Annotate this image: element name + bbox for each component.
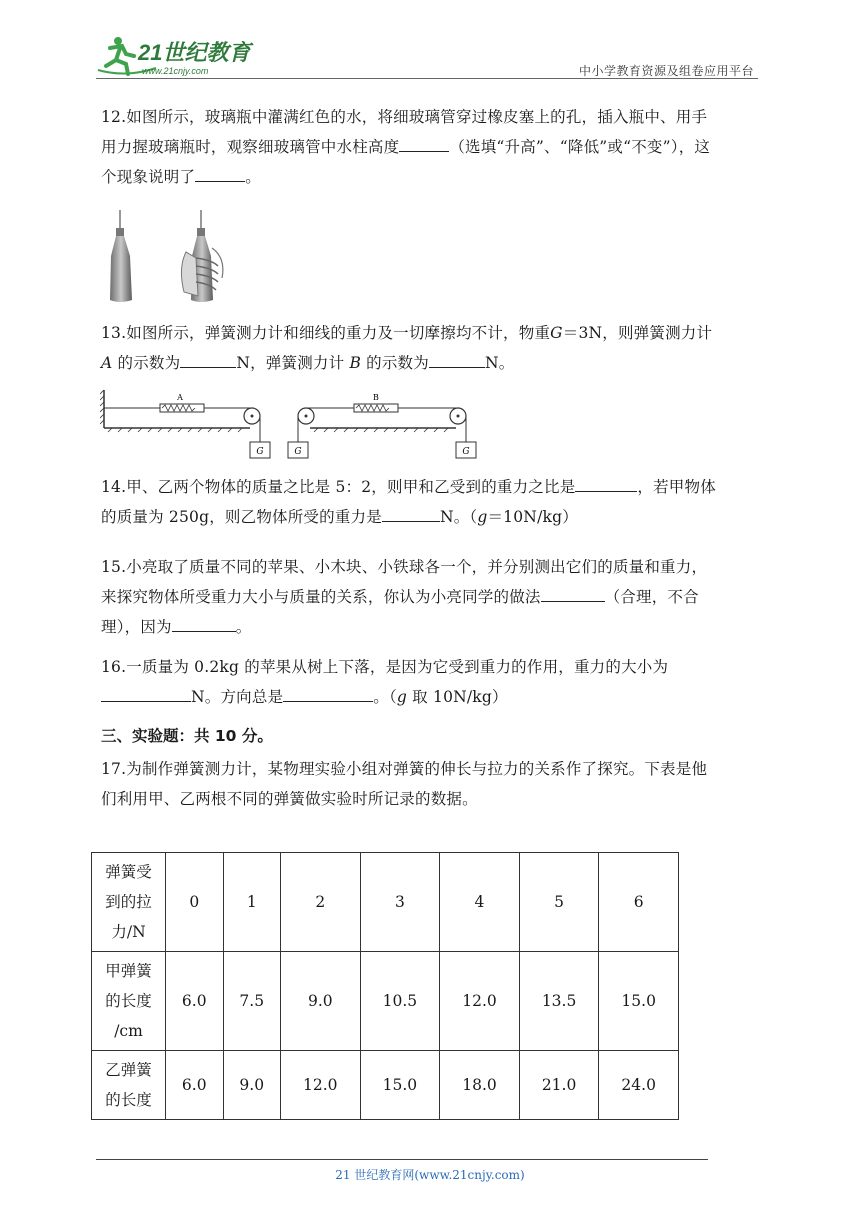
svg-text:B: B bbox=[373, 393, 379, 402]
footer-divider bbox=[96, 1159, 708, 1160]
table-cell: 9.0 bbox=[223, 1051, 281, 1120]
q15-line-2: 来探究物体所受重力大小与质量的关系，你认为小亮同学的做法 （合理，不合 bbox=[101, 582, 761, 612]
site-logo bbox=[96, 34, 266, 78]
q16-line-2: N。方向总是 。（g 取 10N/kg） bbox=[101, 682, 761, 712]
svg-text:G: G bbox=[462, 447, 470, 457]
row-header: 甲弹簧 的长度 /cm bbox=[92, 952, 166, 1051]
answer-blank[interactable] bbox=[382, 504, 440, 522]
table-cell: 3 bbox=[360, 853, 440, 952]
page-header bbox=[96, 32, 758, 80]
table-cell: 9.0 bbox=[281, 952, 361, 1051]
q14-line-1: 14.甲、乙两个物体的质量之比是 5：2，则甲和乙受到的重力之比是 ，若甲物体 bbox=[101, 472, 761, 502]
table-cell: 7.5 bbox=[223, 952, 281, 1051]
table-row bbox=[92, 1051, 679, 1120]
svg-text:A: A bbox=[177, 393, 183, 402]
q17-line-2: 们利用甲、乙两根不同的弹簧做实验时所记录的数据。 bbox=[101, 790, 478, 808]
question-15 bbox=[101, 552, 761, 642]
q14-line-2: 的质量为 250g，则乙物体所受的重力是 N。（g＝10N/kg） bbox=[101, 502, 761, 532]
svg-text:G: G bbox=[256, 447, 264, 457]
table-row bbox=[92, 952, 679, 1051]
footer-text[interactable]: 21 世纪教育网(www.21cnjy.com) bbox=[335, 1168, 525, 1182]
table-row bbox=[92, 853, 679, 952]
table-cell: 10.5 bbox=[360, 952, 440, 1051]
table-cell: 18.0 bbox=[440, 1051, 520, 1120]
header-divider bbox=[96, 78, 758, 79]
table-cell: 12.0 bbox=[281, 1051, 361, 1120]
row-header: 乙弹簧 的长度 bbox=[92, 1051, 166, 1120]
answer-blank[interactable] bbox=[429, 350, 485, 368]
q16-line-1: 16.一质量为 0.2kg 的苹果从树上下落，是因为它受到重力的作用，重力的大小为 bbox=[101, 658, 669, 676]
section-heading: 三、实验题：共 10 分。 bbox=[101, 727, 273, 745]
spring-scale-figure bbox=[100, 384, 480, 464]
table-cell: 6.0 bbox=[166, 1051, 224, 1120]
q12-line-3: 个现象说明了 。 bbox=[101, 162, 761, 192]
answer-blank[interactable] bbox=[283, 684, 373, 702]
q17-line-1: 17.为制作弹簧测力计，某物理实验小组对弹簧的伸长与拉力的关系作了探究。下表是他 bbox=[101, 760, 708, 778]
table-cell: 13.5 bbox=[519, 952, 599, 1051]
table-cell: 0 bbox=[166, 853, 224, 952]
table-cell: 6.0 bbox=[166, 952, 224, 1051]
answer-blank[interactable] bbox=[541, 584, 605, 602]
question-14 bbox=[101, 472, 761, 532]
question-12 bbox=[101, 102, 761, 192]
q12-line-1: 12.如图所示，玻璃瓶中灌满红色的水，将细玻璃管穿过橡皮塞上的孔，插入瓶中、用手 bbox=[101, 108, 708, 126]
svg-text:G: G bbox=[294, 447, 302, 457]
q13-line-1: 13.如图所示，弹簧测力计和细线的重力及一切摩擦均不计，物重G＝3N，则弹簧测力计 bbox=[101, 324, 713, 342]
table-cell: 15.0 bbox=[599, 952, 679, 1051]
q15-line-1: 15.小亮取了质量不同的苹果、小木块、小铁球各一个，并分别测出它们的质量和重力， bbox=[101, 558, 708, 576]
q12-line-2: 用力握玻璃瓶时，观察细玻璃管中水柱高度 （选填“升高”、“降低”或“不变”），这 bbox=[101, 132, 761, 162]
table-cell: 6 bbox=[599, 853, 679, 952]
platform-name: 中小学教育资源及组卷应用平台 bbox=[578, 64, 754, 78]
table-cell: 1 bbox=[223, 853, 281, 952]
question-13 bbox=[101, 318, 761, 378]
table-cell: 5 bbox=[519, 853, 599, 952]
table-cell: 21.0 bbox=[519, 1051, 599, 1120]
q13-line-2: A 的示数为 N，弹簧测力计 B 的示数为 N。 bbox=[101, 348, 761, 378]
table-cell: 2 bbox=[281, 853, 361, 952]
q15-line-3: 理），因为 。 bbox=[101, 612, 761, 642]
answer-blank[interactable] bbox=[101, 684, 191, 702]
answer-blank[interactable] bbox=[195, 164, 245, 182]
table-cell: 12.0 bbox=[440, 952, 520, 1051]
answer-blank[interactable] bbox=[172, 614, 236, 632]
question-16 bbox=[101, 652, 761, 712]
table-cell: 4 bbox=[440, 853, 520, 952]
answer-blank[interactable] bbox=[575, 474, 637, 492]
table-cell: 15.0 bbox=[360, 1051, 440, 1120]
answer-blank[interactable] bbox=[180, 350, 236, 368]
answer-blank[interactable] bbox=[399, 134, 449, 152]
table-cell: 24.0 bbox=[599, 1051, 679, 1120]
svg-text:21世纪教育: 21世纪教育 bbox=[138, 40, 251, 65]
bottle-figure bbox=[108, 208, 238, 306]
spring-data-table bbox=[91, 852, 679, 1120]
row-header: 弹簧受 到的拉 力/N bbox=[92, 853, 166, 952]
question-17 bbox=[101, 754, 761, 814]
svg-text:www.21cnjy.com: www.21cnjy.com bbox=[142, 66, 209, 76]
